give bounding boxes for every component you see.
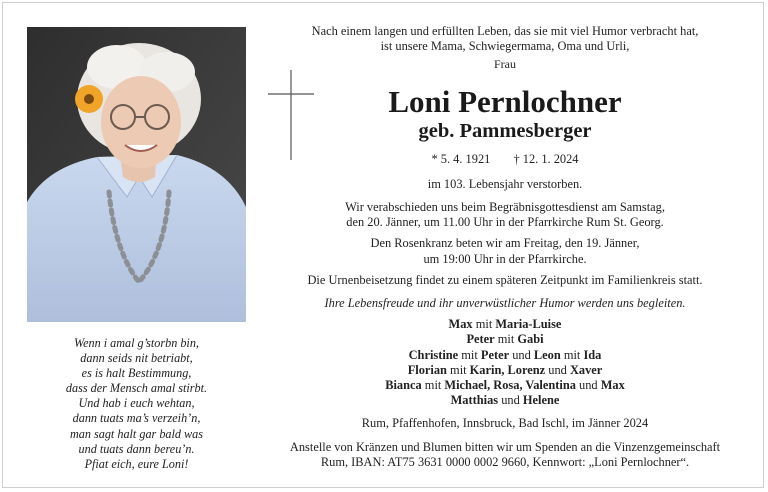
poem-line: dass der Mensch amal stirbt. (65, 381, 208, 396)
age-line: im 103. Lebensjahr verstorben. (427, 176, 583, 191)
family-name: Helene (522, 393, 560, 408)
poem-line: Wenn i amal g’storbn bin, (74, 336, 199, 350)
life-dates (270, 152, 740, 167)
poem-line: und tuats dann bereu’n. (78, 441, 195, 456)
family-connector: mit (494, 332, 518, 347)
family-name: Bianca (385, 378, 422, 393)
family-list (270, 317, 740, 408)
family-name: Ida (583, 347, 602, 362)
family-line (270, 378, 740, 393)
family-name: Gabi (517, 332, 544, 347)
family-line (270, 348, 740, 363)
family-connector: mit (560, 347, 584, 362)
funeral-line: Wir verabschieden uns beim Begräbnisgottesdienst am Samstag, (345, 200, 665, 215)
family-name: Max (600, 378, 625, 393)
poem-line: dann seids nit betriabt, (80, 351, 193, 366)
family-name: Peter (466, 332, 495, 347)
donation-line: Rum, IBAN: AT75 3631 0000 0002 9660, Kennwort: „Loni Pernlochner“. (320, 454, 690, 469)
death-date: † 12. 1. 2024 (513, 151, 579, 166)
rosary-line: um 19:00 Uhr in der Pfarrkirche. (423, 251, 587, 266)
family-name: Matthias (450, 393, 499, 408)
family-name: Florian (407, 362, 447, 377)
donation-line: Anstelle von Kränzen und Blumen bitten wir um Spenden an die Vinzenzgemeinschaft (289, 439, 721, 454)
poem-line: dann tuats ma’s verzeih’n, (72, 411, 201, 426)
portrait-illustration (27, 27, 246, 322)
family-line (270, 317, 740, 332)
urn-line: Die Urnenbeisetzung findet zu einem späteren Zeitpunkt im Familienkreis statt. (307, 272, 703, 287)
rosary-line: Den Rosenkranz beten wir am Freitag, den 19. Jänner, (370, 236, 640, 251)
family-name: Peter (480, 347, 510, 362)
family-name: Karin, Lorenz (469, 362, 546, 377)
intro-line: Nach einem langen und erfüllten Leben, das sie mit viel Humor verbracht hat, (311, 24, 699, 38)
salutation: Frau (494, 57, 516, 72)
poem-line: Und hab i euch wehtan, (78, 396, 195, 411)
family-connector: mit (472, 317, 496, 332)
funeral-line: den 20. Jänner, um 11.00 Uhr in der Pfarrkirche Rum St. Georg. (346, 215, 664, 230)
family-connector: mit (458, 347, 481, 362)
poem (27, 336, 246, 472)
maiden-name: geb. Pammesberger (418, 119, 592, 142)
family-connector: und (509, 347, 534, 362)
portrait-photo (27, 27, 246, 322)
poem-line: Pfiat eich, eure Loni! (84, 456, 189, 471)
family-line (270, 363, 740, 378)
family-line (270, 332, 740, 347)
obituary-text (270, 24, 740, 470)
family-name: Michael, Rosa, Valentina (444, 378, 576, 393)
family-connector: und (575, 378, 601, 393)
deceased-name: Loni Pernlochner (388, 83, 622, 119)
poem-line: man sagt halt gar bald was (69, 426, 204, 441)
family-connector: mit (446, 362, 470, 377)
family-connector: und (545, 362, 570, 377)
place-date: Rum, Pfaffenhofen, Innsbruck, Bad Ischl, im Jänner 2024 (361, 416, 649, 431)
family-name: Christine (408, 347, 459, 362)
birth-date: * 5. 4. 1921 (431, 151, 491, 166)
motto: Ihre Lebensfreude und ihr unverwüstlicher Humor werden uns begleiten. (324, 296, 686, 311)
family-connector: und (498, 393, 523, 408)
family-name: Xaver (569, 362, 603, 377)
family-name: Leon (533, 347, 561, 362)
family-line (270, 393, 740, 408)
poem-line: es is halt Bestimmung, (81, 366, 192, 381)
family-connector: mit (421, 378, 445, 393)
family-name: Maria-Luise (495, 317, 562, 332)
family-name: Max (448, 317, 473, 332)
intro-line: ist unsere Mama, Schwiegermama, Oma und Urli, (380, 39, 630, 54)
